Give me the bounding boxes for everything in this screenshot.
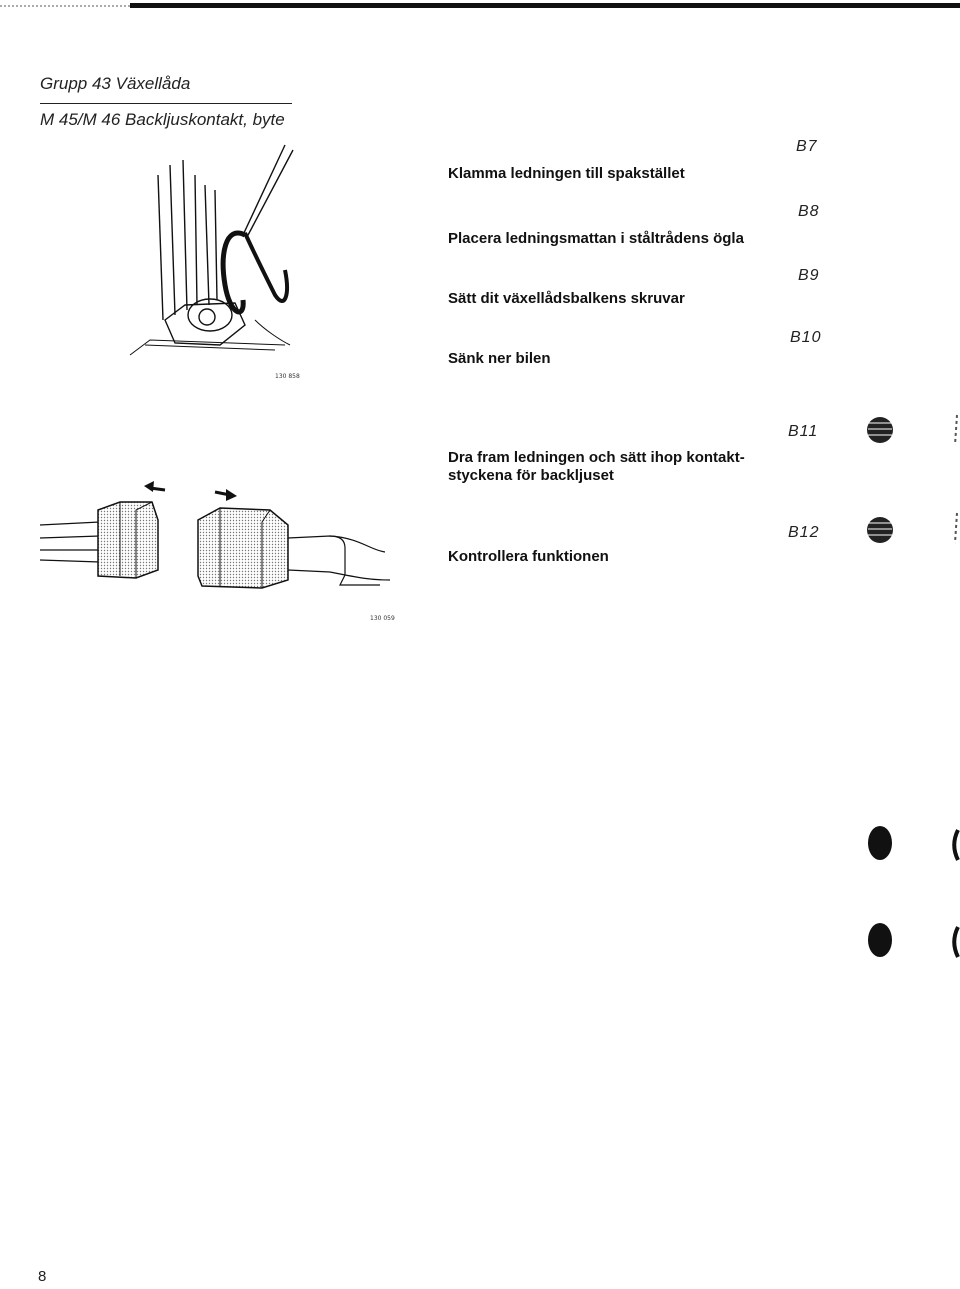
arrow-left-icon xyxy=(144,481,165,492)
section-group-title: Grupp 43 Växellåda xyxy=(40,74,191,93)
step-text-b8: Placera ledningsmattan i ståltrådens ögla xyxy=(448,230,744,247)
step-code-b7: B7 xyxy=(796,138,818,155)
top-scan-bar xyxy=(0,0,960,8)
illustration-wire-clip xyxy=(125,145,310,380)
step-code-b9: B9 xyxy=(798,267,820,284)
figure-code-1: 130 858 xyxy=(275,373,300,380)
binder-hole-icon xyxy=(868,826,892,860)
step-code-b11: B11 xyxy=(788,423,819,440)
illustration-connector xyxy=(40,480,400,625)
step-text-b9: Sätt dit växellådsbalkens skruvar xyxy=(448,290,685,307)
step-code-b8: B8 xyxy=(798,203,820,220)
step-code-b10: B10 xyxy=(790,329,822,346)
step-text-b11-line1: Dra fram ledningen och sätt ihop kontakt- xyxy=(448,449,745,466)
binder-hole-icon xyxy=(868,923,892,957)
step-text-b12: Kontrollera funktionen xyxy=(448,548,609,565)
step-text-b7: Klamma ledningen till spakstället xyxy=(448,165,685,182)
binder-hole-icon xyxy=(867,417,893,443)
arrow-right-icon xyxy=(215,489,237,501)
step-text-b11-line2: styckena för backljuset xyxy=(448,467,614,484)
header-divider xyxy=(40,103,292,104)
step-code-b12: B12 xyxy=(788,524,820,541)
section-subtitle: M 45/M 46 Backljuskontakt, byte xyxy=(40,110,285,129)
step-text-b10: Sänk ner bilen xyxy=(448,350,551,367)
binder-hole-icon xyxy=(867,517,893,543)
figure-code-2: 130 059 xyxy=(370,615,395,622)
page-number: 8 xyxy=(38,1268,47,1285)
binder-hole-marks xyxy=(860,405,960,975)
